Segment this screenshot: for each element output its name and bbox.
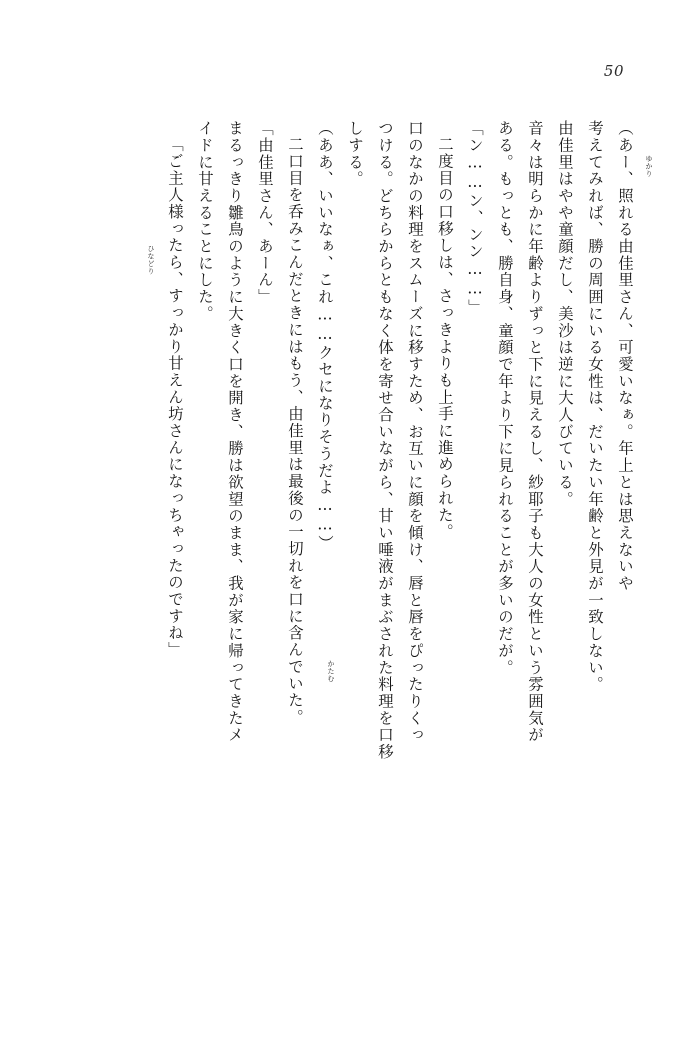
text-column: （あー、照れる由佳里さん、可愛いなぁ。年上とは思えないや: [616, 120, 634, 592]
text-column: つける。どちらからともなく体を寄せ合いながら、甘い唾液がまぶされた料理を口移: [376, 120, 394, 761]
text-column: イドに甘えることにした。: [196, 120, 214, 323]
text-column: 考えてみれば、勝の周囲にいる女性は、だいたい年齢と外見が一致しない。: [586, 120, 604, 693]
text-column: 口のなかの料理をスムーズに移すため、お互いに顔を傾け、唇と唇をぴったりくっ: [406, 120, 424, 744]
text-column: 「ン……ン、ンン……」: [466, 120, 484, 316]
page-number: 50: [603, 62, 624, 80]
text-column: しする。: [346, 120, 364, 188]
ruby-annotation: ひなどり: [147, 245, 155, 275]
text-column: 音々は明らかに年齢よりずっと下に見えるし、紗耶子も大人の女性という雰囲気が: [526, 120, 544, 744]
text-column: （ああ、いいなぁ、これ……クセになりそうだよ……）: [316, 120, 334, 552]
text-column: 由佳里はやや童顔だし、美沙は逆に大人びている。: [556, 120, 574, 508]
vertical-text-block: [60, 120, 632, 950]
text-column: ある。もっとも、勝自身、童顔で年より下に見られることが多いのだが。: [496, 120, 514, 677]
text-column: 二度目の口移しは、さっきよりも上手に進められた。: [436, 136, 454, 541]
ruby-annotation: かたむ: [327, 660, 335, 683]
ruby-annotation: ゆかり: [645, 155, 653, 178]
text-column: まるっきり雛鳥のように大きく口を開き、勝は欲望のまま、我が家に帰ってきたメ: [226, 120, 244, 744]
text-column: 二口目を呑みこんだときにはもう、由佳里は最後の一切れを口に含んでいた。: [286, 136, 304, 726]
text-column: 「ご主人様ったら、すっかり甘えん坊さんになっちゃったのですね」: [166, 136, 184, 659]
text-column: 「由佳里さん、あーん」: [256, 120, 274, 306]
